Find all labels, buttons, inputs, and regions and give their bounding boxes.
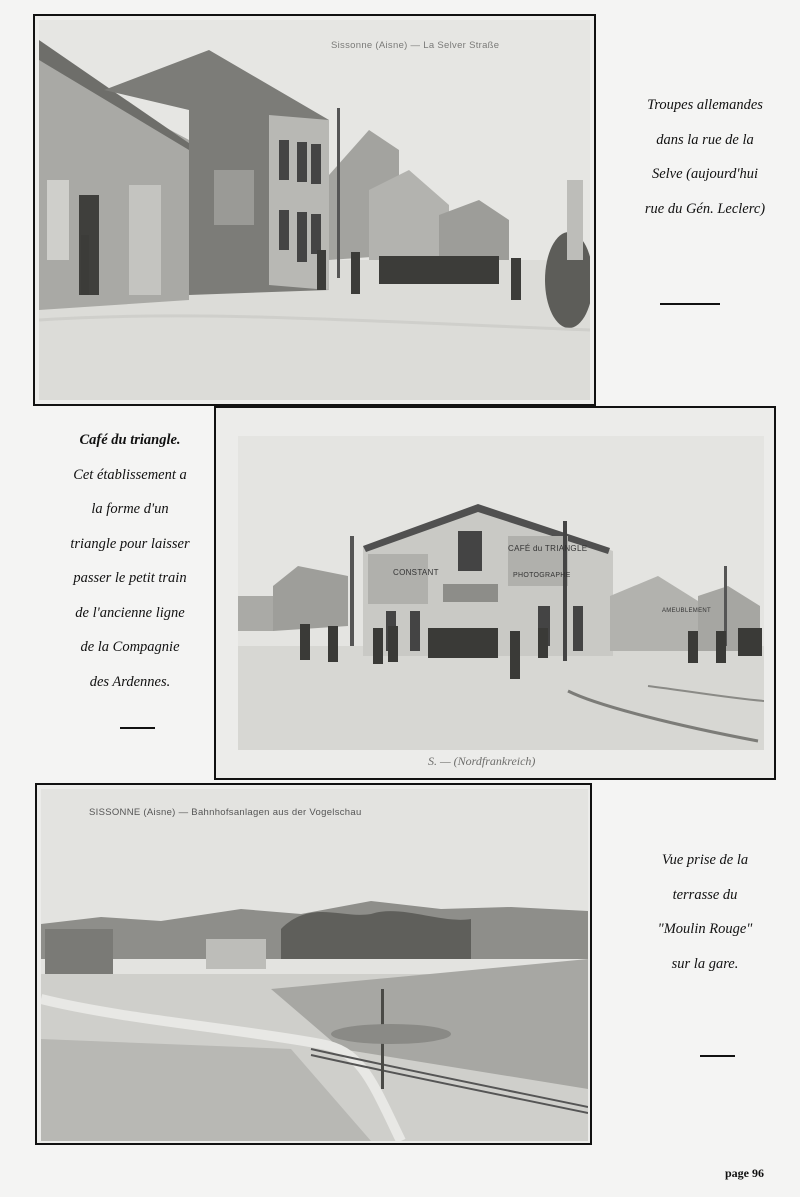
caption-line: rue du Gén. Leclerc) <box>644 200 766 217</box>
photo-frame-station-view <box>35 783 592 1145</box>
caption-street-troops <box>600 88 800 226</box>
photo-frame-cafe-triangle <box>214 406 776 780</box>
cafe-sign-trade: PHOTOGRAPHE <box>513 572 571 579</box>
photo-frame-street-troops <box>33 14 596 406</box>
photo-station-view <box>41 789 588 1141</box>
postcard-caption-station: SISSONNE (Aisne) — Bahnhofsanlagen aus der Vogelschau <box>89 807 362 818</box>
cafe-sign-title: CAFÉ du TRIANGLE <box>508 544 588 553</box>
caption-station-view <box>600 843 800 981</box>
caption-line: Cet établissement a <box>73 466 187 483</box>
photo-cafe-triangle <box>238 436 764 750</box>
caption-line: "Moulin Rouge" <box>657 921 753 937</box>
divider-rule-3 <box>700 1055 735 1057</box>
caption-line: la forme d'un <box>91 501 169 517</box>
caption-line: terrasse du <box>672 886 738 903</box>
caption-title: Café du triangle. <box>79 432 181 448</box>
photo-street-troops <box>39 20 590 400</box>
caption-line: Vue prise de la <box>661 852 749 868</box>
cafe-sign-name: CONSTANT <box>393 568 439 577</box>
caption-line: dans la rue de la <box>656 131 754 148</box>
caption-line: sur la gare. <box>671 955 739 972</box>
page-number: page 96 <box>725 1166 764 1180</box>
caption-line: de l'ancienne ligne <box>75 604 185 621</box>
cafe-triangle-illustration <box>238 436 764 750</box>
caption-line: passer le petit train <box>73 570 187 586</box>
street-troops-illustration <box>39 20 590 400</box>
postcard-caption-street: Sissonne (Aisne) — La Selver Straße <box>331 40 500 51</box>
caption-line: Troupes allemandes <box>647 97 763 113</box>
caption-line: des Ardennes. <box>89 673 171 690</box>
caption-line: de la Compagnie <box>80 639 180 655</box>
caption-line: triangle pour laisser <box>70 535 190 552</box>
postcard-caption-cafe: S. — (Nordfrankreich) <box>428 754 536 768</box>
divider-rule-1 <box>660 303 720 305</box>
shop-sign-furniture: AMEUBLEMENT <box>662 608 711 614</box>
divider-rule-2 <box>120 727 155 729</box>
caption-cafe-triangle <box>30 423 230 699</box>
station-view-illustration <box>41 789 588 1141</box>
caption-line: Selve (aujourd'hui <box>651 166 759 182</box>
